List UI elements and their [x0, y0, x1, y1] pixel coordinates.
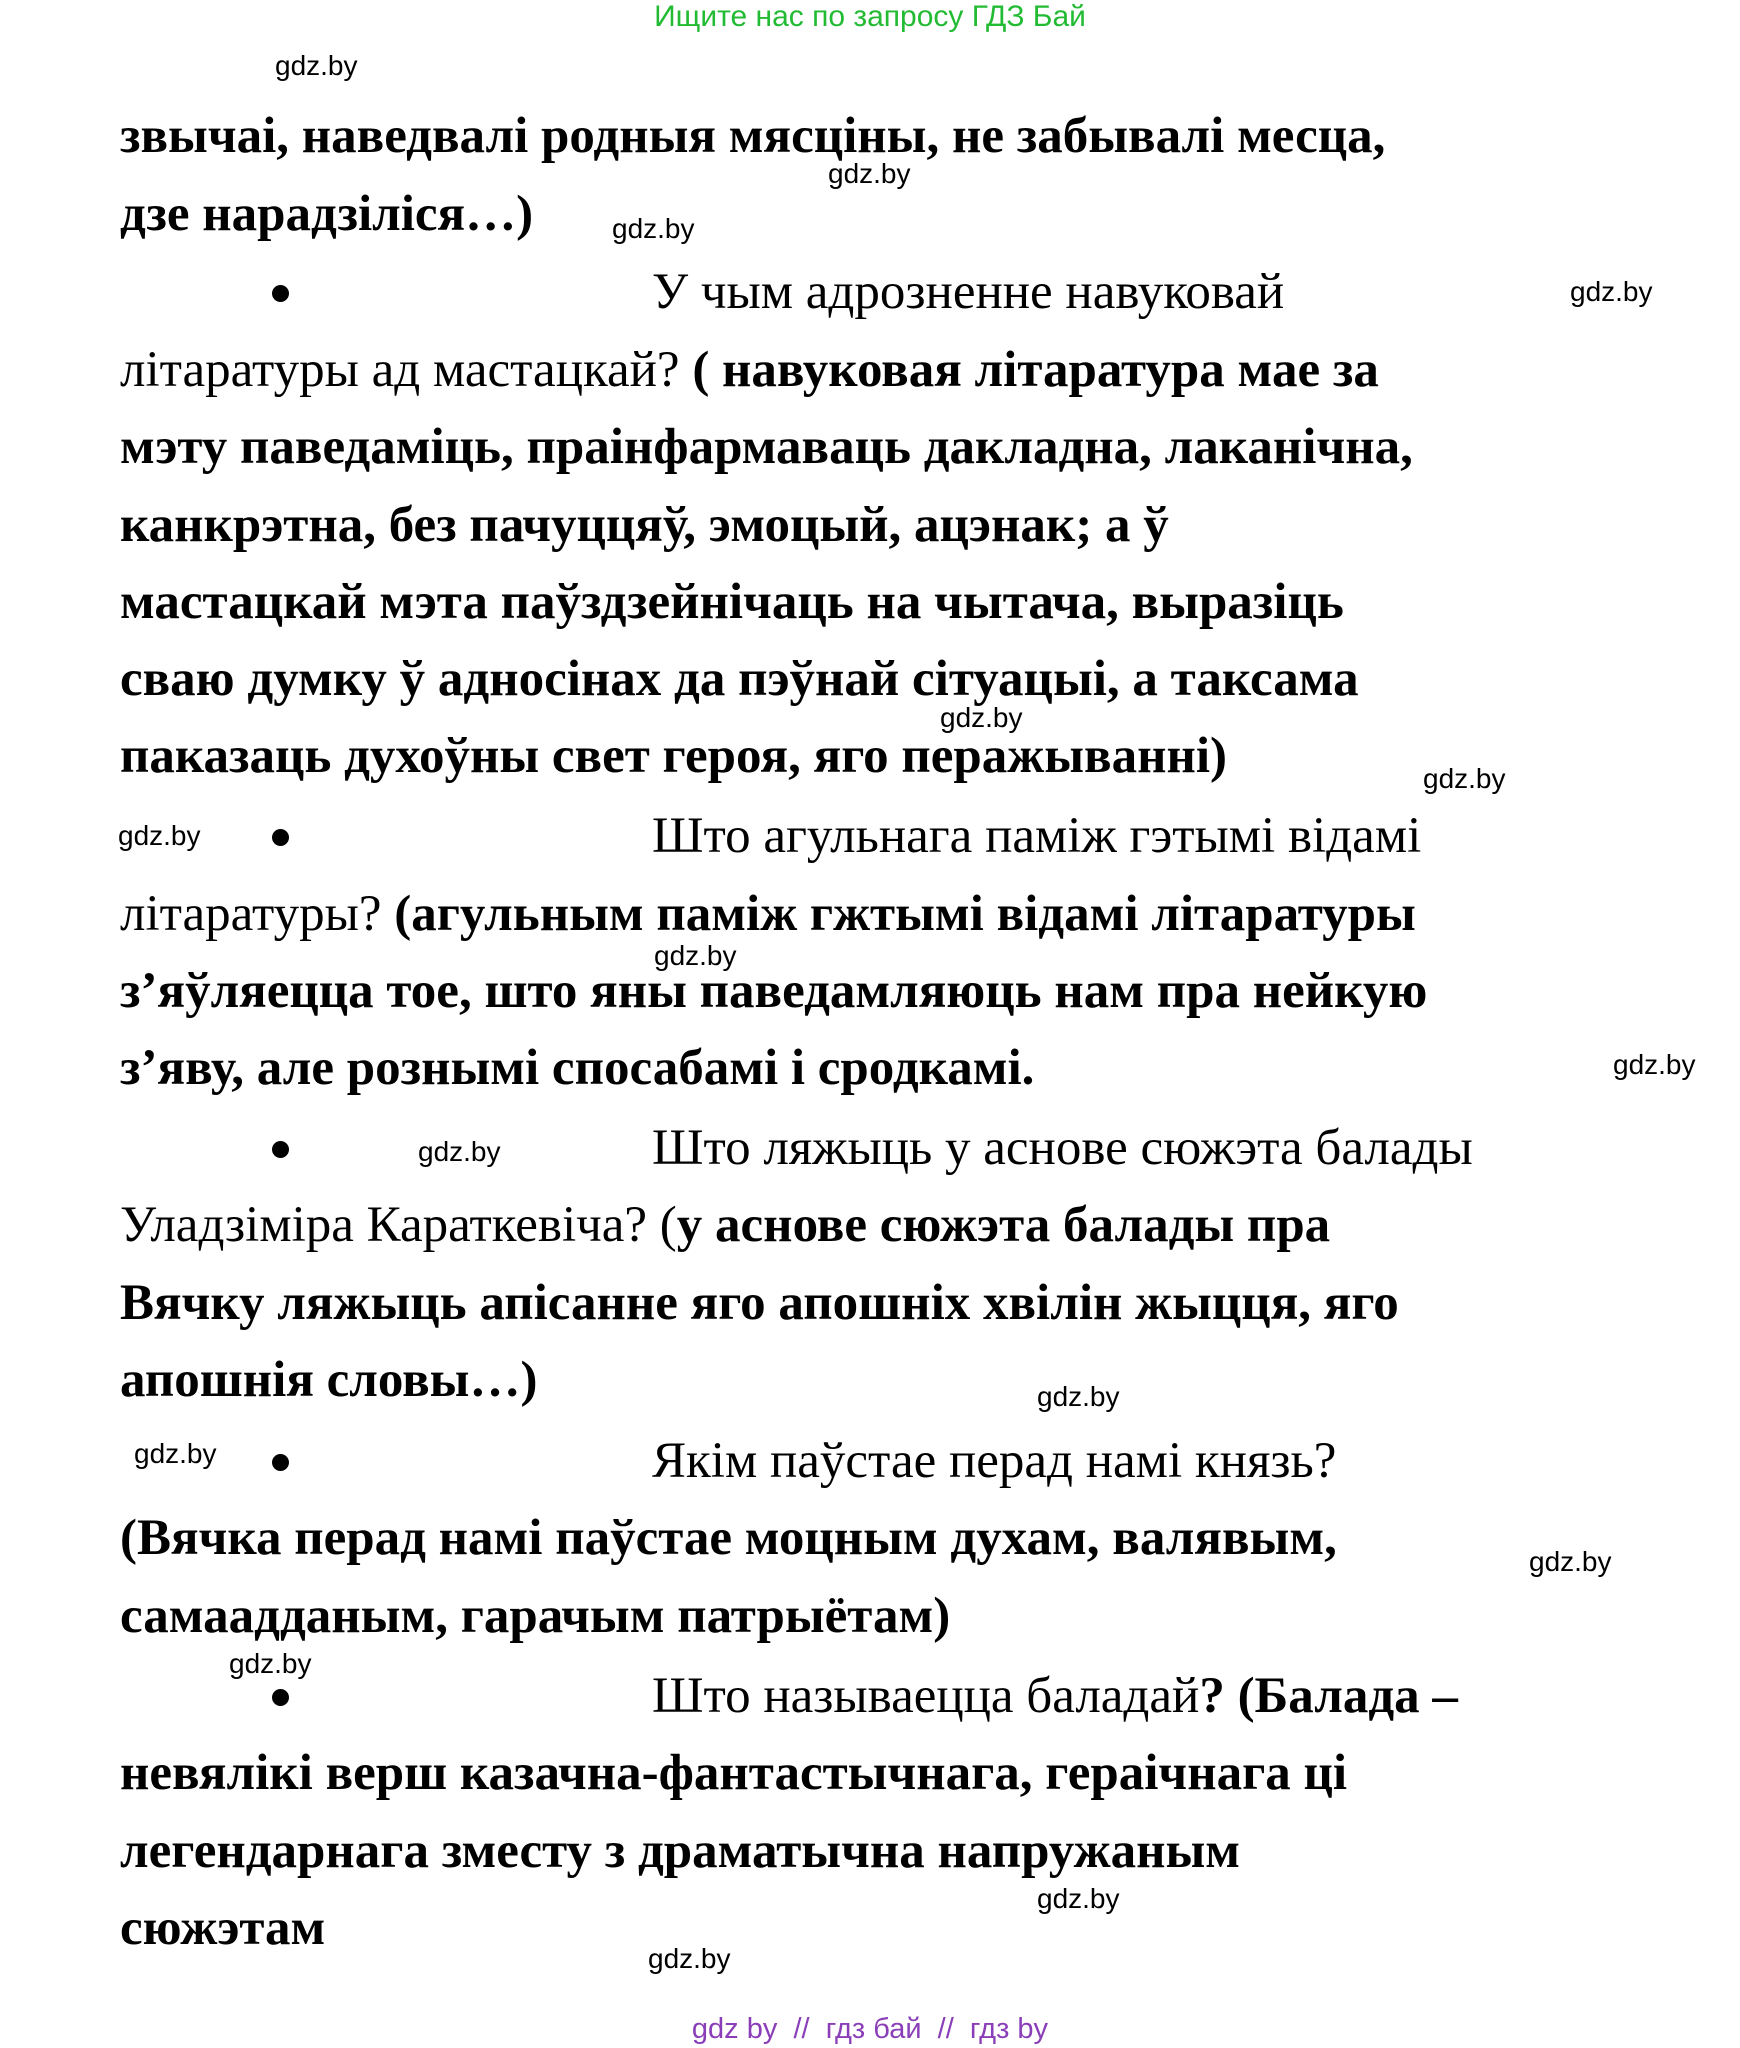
answer-line: сюжэтам	[120, 1900, 326, 1956]
answer-text: ? (Балада –	[1199, 1668, 1458, 1724]
answer-line: мэту паведаміць, праінфармаваць дакладна, лаканічна,	[120, 419, 1413, 475]
answer-line: з’яву, але рознымі спосабамі і сродкамі.	[120, 1040, 1035, 1096]
question-text: Якім паўстае перад намі князь?	[652, 1433, 1337, 1489]
answer-line: паказаць духоўны свет героя, яго перажыванні)	[120, 728, 1228, 784]
question-text: Што агульнага паміж гэтымі відамі	[652, 808, 1422, 864]
answer-line: мастацкай мэта паўздзейнічаць на чытача, выразіць	[120, 574, 1344, 630]
watermark: gdz.by	[1529, 1546, 1612, 1577]
question-line	[120, 1195, 1330, 1255]
watermark: gdz.by	[1423, 763, 1506, 794]
answer-text: (агульным паміж гжтымі відамі літаратуры	[381, 886, 1416, 942]
answer-text: у аснове сюжэта балады пра	[676, 1197, 1331, 1253]
watermark: gdz.by	[1570, 276, 1653, 307]
bullet-icon	[272, 829, 289, 846]
watermark: gdz.by	[940, 702, 1023, 733]
answer-line: дзе нарадзіліся…)	[120, 186, 534, 242]
watermark: gdz.by	[648, 1943, 731, 1974]
watermark: gdz.by	[1613, 1049, 1696, 1080]
answer-line: сваю думку ў адносінах да пэўнай сітуацыі, а таксама	[120, 651, 1359, 707]
question-text: Уладзіміра Караткевіча? (	[120, 1197, 677, 1253]
watermark: gdz.by	[1037, 1381, 1120, 1412]
answer-line: звычаі, наведвалі родныя мясціны, не забывалі месца,	[120, 108, 1386, 164]
question-line	[120, 884, 1416, 944]
footer-links: gdz by // гдз бай // гдз by	[691, 2013, 1049, 2045]
answer-line: (Вячка перад намі паўстае моцным духам, валявым,	[120, 1510, 1337, 1566]
watermark: gdz.by	[612, 213, 695, 244]
question-line	[120, 340, 1379, 400]
answer-line: самаадданым, гарачым патрыётам)	[120, 1588, 951, 1644]
watermark: gdz.by	[828, 158, 911, 189]
question-text: У чым адрозненне навуковай	[652, 264, 1285, 320]
answer-line: Вячку ляжыць апісанне яго апошніх хвілін жыцця, яго	[120, 1275, 1399, 1331]
watermark: gdz.by	[654, 940, 737, 971]
answer-line: з’яўляецца тое, што яны паведамляюць нам пра нейкую	[120, 963, 1428, 1019]
watermark: gdz.by	[118, 820, 201, 851]
watermark: gdz.by	[1037, 1883, 1120, 1914]
answer-line: легендарнага зместу з драматычна напружаным	[120, 1823, 1241, 1879]
watermark: gdz.by	[418, 1136, 501, 1167]
bullet-icon	[272, 285, 289, 302]
question-line	[652, 1666, 1458, 1726]
search-hint-banner: Ищите нас по запросу ГДЗ Бай	[654, 0, 1086, 33]
bullet-icon	[272, 1141, 289, 1158]
watermark: gdz.by	[229, 1648, 312, 1679]
question-text: літаратуры ад мастацкай?	[120, 342, 680, 398]
bullet-icon	[272, 1454, 289, 1471]
question-text: літаратуры?	[120, 886, 382, 942]
watermark: gdz.by	[134, 1438, 217, 1469]
question-text: Што называецца баладай	[652, 1668, 1200, 1724]
watermark: gdz.by	[275, 50, 358, 81]
bullet-icon	[272, 1689, 289, 1706]
answer-text: ( навуковая літаратура мае за	[679, 342, 1379, 398]
answer-line: апошнія словы…)	[120, 1352, 538, 1408]
answer-line: невялікі верш казачна-фантастычнага, гераічнага ці	[120, 1745, 1348, 1801]
question-text: Што ляжыць у аснове сюжэта балады	[652, 1120, 1473, 1176]
answer-line: канкрэтна, без пачуццяў, эмоцый, ацэнак; а ў	[120, 497, 1169, 553]
